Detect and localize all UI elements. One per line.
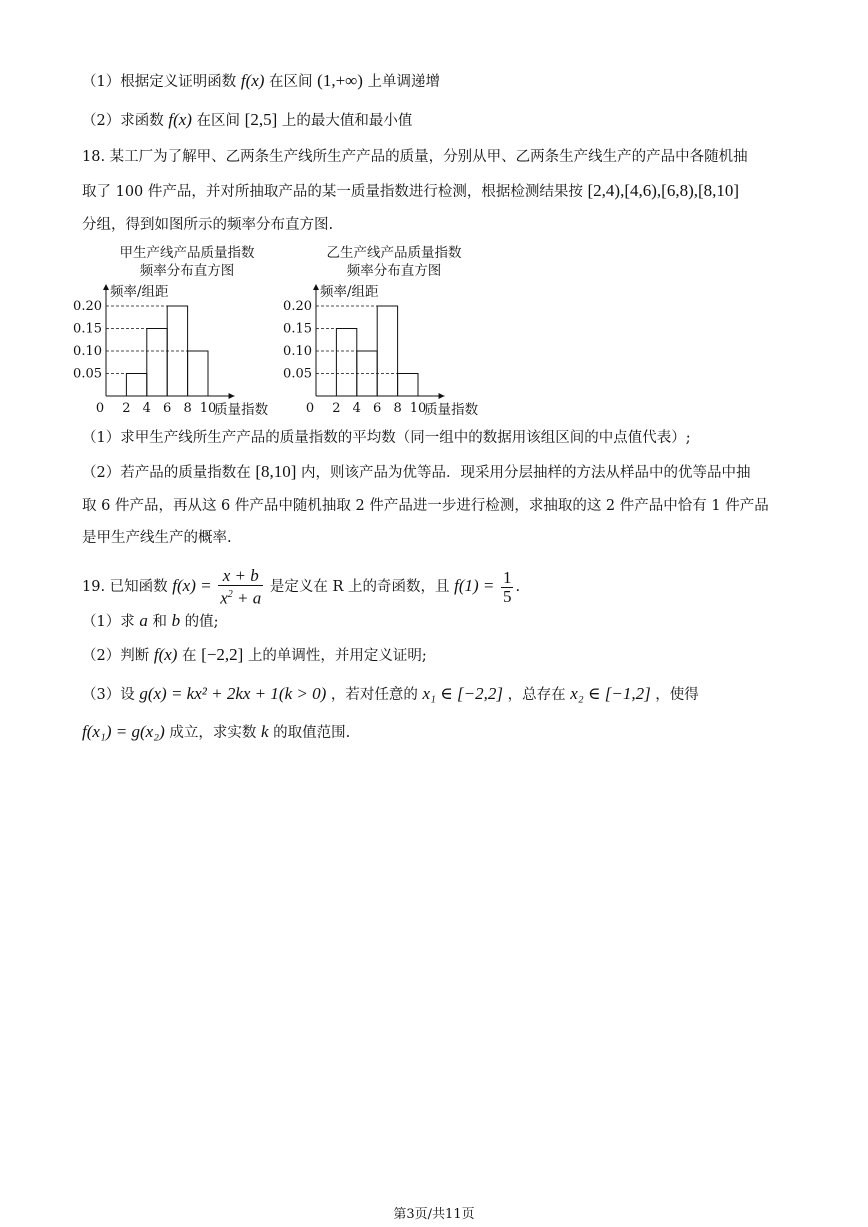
q19-f1-numerator: 1 [502,567,512,587]
q19-part3-x1: x₁ ∈ [−2,2] [422,684,503,703]
x-axis-arrow [439,393,445,399]
q19-part3-text-f: 的取值范围. [273,725,351,741]
q18-part2-text-a: （2）若产品的质量指数在 [82,465,251,481]
q19-stem [82,566,520,607]
y-tick-label: 0.05 [73,366,102,382]
chart-jia-title-line2: 频率分布直方图 [139,263,235,279]
q19-stem-text-a: 19. 已知函数 [82,579,168,595]
q19-part3-line2 [82,721,350,744]
q18-stem-line2 [82,180,739,203]
chart-yi-title-line1: 乙生产线产品质量指数 [326,245,462,261]
q18-stem-line1: 18. 某工厂为了解甲、乙两条生产线所生产产品的质量，分别从甲、乙两条生产线生产的产品中各随机抽 [82,149,748,165]
q17-part1 [82,70,440,93]
y-tick-label: 0.05 [283,366,312,382]
q17-part1-interval: (1,+∞) [317,71,363,90]
x-axis-label: 质量指数 [424,402,479,418]
q18-part2-line3: 是甲生产线生产的概率. [82,530,232,546]
q19-fraction [218,567,263,608]
x-axis-label: 质量指数 [214,402,269,418]
histogram-bar [377,306,397,396]
y-tick-label: 0.15 [283,321,312,337]
q19-part3-text-e: 成立，求实数 [169,725,257,741]
x-axis-arrow [229,393,235,399]
q19-part3-k: k [260,722,269,741]
q19-part3-g: g(x) = kx² + 2kx + 1(k > 0) [139,684,327,703]
q19-part1 [82,610,219,633]
y-axis-label: 频率/组距 [320,284,379,300]
y-axis-arrow [313,284,319,290]
x-tick-label: 4 [352,401,361,416]
q19-stem-end: . [515,579,521,595]
chart-jia-title [77,244,297,280]
page-footer: 第3页/共11页 [393,1207,475,1222]
y-tick-label: 0.10 [283,344,312,359]
x-tick-label: 0 [305,401,315,416]
q17-part2-interval: [2,5] [244,110,278,129]
q19-stem-f1: f(1) = [454,576,495,595]
q19-fraction-numerator: x + b [218,567,263,586]
q19-part3-line1 [82,683,699,706]
q17-part2-text-a: （2）求函数 [82,113,164,129]
histogram-bar [147,329,167,397]
histogram-bar [336,329,356,397]
chart-yi-title [284,244,504,280]
x-tick-label: 0 [95,401,105,416]
q17-part2-text-c: 上的最大值和最小值 [281,113,413,129]
x-tick-label: 6 [163,401,172,416]
histogram-yi [280,280,500,420]
q19-part3-eq: f(x₁) = g(x₂) [82,722,165,741]
q18-stem-line3: 分组，得到如图所示的频率分布直方图. [82,217,334,233]
q19-f1-fraction [501,569,514,606]
q19-part3-text-a: （3）设 [82,687,135,703]
q19-part3-text-b: ，若对任意的 [330,687,418,703]
q19-part2-interval: [−2,2] [201,645,244,664]
q19-den-exponent: 2 [227,588,233,600]
q19-stem-fx: f(x) = [172,576,212,595]
y-tick-label: 0.20 [283,299,312,314]
q19-part2-text-c: 上的单调性，并用定义证明; [247,648,427,664]
q18-stem-text: 取了 100 件产品，并对所抽取产品的某一质量指数进行检测，根据检测结果按 [82,184,583,200]
q19-part1-text-a: （1）求 [82,614,135,630]
y-axis-label: 频率/组距 [110,284,169,300]
histogram-bar [188,351,208,396]
q19-part1-var-a: a [139,611,148,630]
q19-part1-var-b: b [171,611,181,630]
x-tick-label: 8 [393,401,402,416]
x-tick-label: 4 [142,401,151,416]
q19-part2-text-b: 在 [182,648,197,664]
q19-part2 [82,644,427,667]
q18-part2-text-b: 内，则该产品为优等品．现采用分层抽样的方法从样品中的优等品中抽 [301,465,751,481]
q17-part1-text-c: 上单调递增 [367,74,441,90]
x-tick-label: 10 [409,401,427,416]
q17-part2 [82,109,412,132]
q19-part1-end: 的值; [184,614,219,630]
y-tick-label: 0.10 [73,344,102,359]
chart-jia-title-line1: 甲生产线产品质量指数 [119,245,255,261]
q19-part2-fx: f(x) [153,645,178,664]
chart-yi-title-line2: 频率分布直方图 [346,263,442,279]
q17-part2-text-b: 在区间 [196,113,241,129]
q19-stem-text-b: 是定义在 R 上的奇函数，且 [269,579,450,595]
x-tick-label: 10 [199,401,217,416]
q19-part3-x2: x₂ ∈ [−1,2] [570,684,651,703]
q19-part3-text-d: ，使得 [655,687,699,703]
q18-part2-line1 [82,461,751,484]
q18-part1: （1）求甲生产线所生产产品的质量指数的平均数（同一组中的数据用该组区间的中点值代表）; [82,430,691,446]
x-tick-label: 6 [373,401,382,416]
q17-part1-text-a: （1）根据定义证明函数 [82,74,237,90]
q19-part1-and: 和 [152,614,167,630]
q18-part2-interval: [8,10] [255,462,297,481]
q18-group-intervals: [2,4),[4,6),[6,8),[8,10] [587,181,740,200]
y-tick-label: 0.15 [73,321,102,337]
histogram-bar [126,374,146,397]
q17-part1-fx: f(x) [240,71,265,90]
x-tick-label: 2 [122,401,131,416]
histogram-jia [70,280,290,420]
q19-part2-text-a: （2）判断 [82,648,150,664]
q17-part2-fx: f(x) [168,110,192,129]
y-axis-arrow [103,284,109,290]
x-tick-label: 8 [183,401,192,416]
histogram-bar [398,374,418,397]
q19-part3-text-c: ，总存在 [507,687,566,703]
q19-fraction-denominator [218,586,263,608]
q19-den-rest: + a [232,588,262,608]
q18-part2-line2: 取 6 件产品，再从这 6 件产品中随机抽取 2 件产品进一步进行检测，求抽取的这 2 件产品中恰有 1 件产品 [82,498,769,514]
q17-part1-text-b: 在区间 [269,74,313,90]
q19-den-base: x [220,588,228,608]
q19-f1-denominator: 5 [502,586,512,606]
x-tick-label: 2 [332,401,341,416]
y-tick-label: 0.20 [73,299,102,314]
